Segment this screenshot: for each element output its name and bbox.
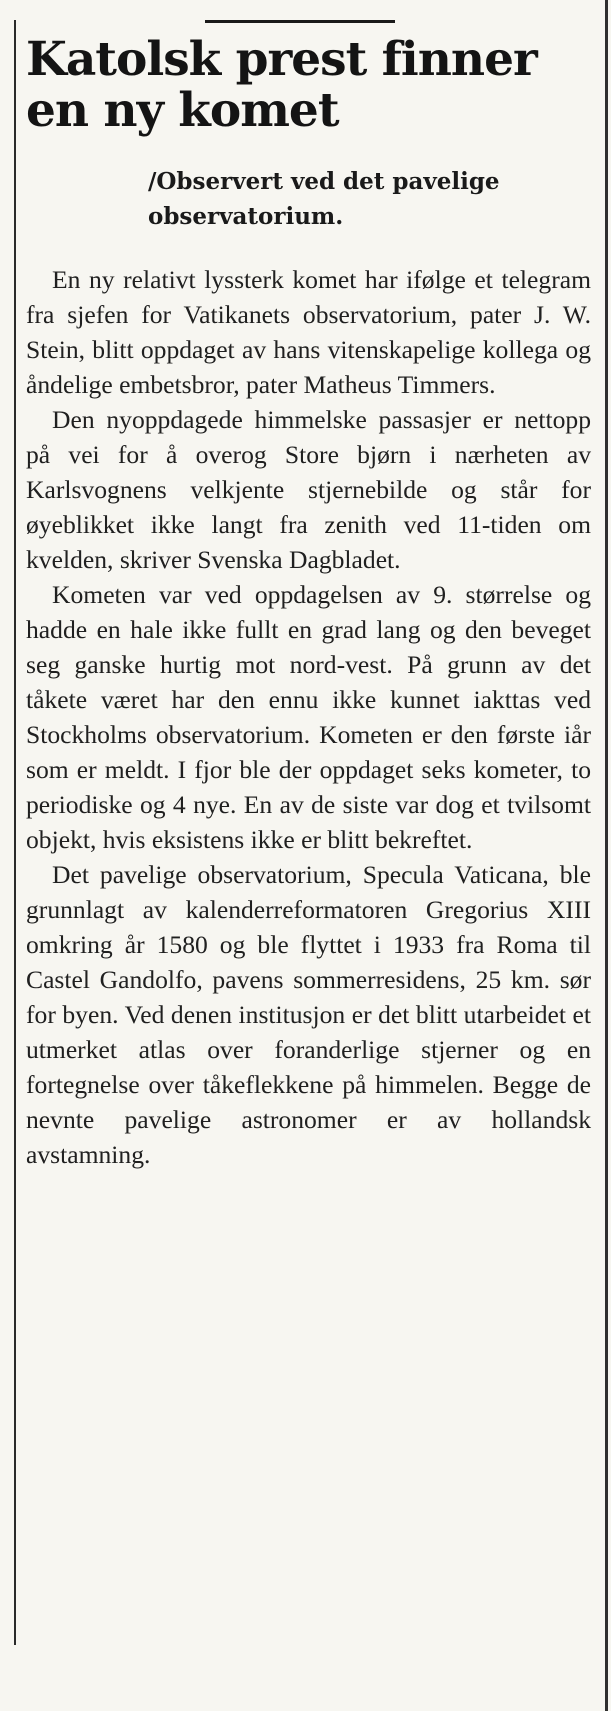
column-rule-right — [605, 0, 608, 1711]
article-paragraph: Det pavelige observatorium, Specula Vaticana, ble grunnlagt av kalenderreformatoren Gregorius XIII omkring år 1580 og ble flyttet i 1933 fra Roma til Castel Gandolfo, pavens sommerresidens, 25 km. sør for byen. Ved denen institusjon er det blitt utarbeidet et utmerket atlas over foranderlige stjerner og en fortegnelse over tåkeflekkene på himmelen. Begge de nevnte pavelige astronomer er av hollandsk avstamning. — [26, 860, 591, 1169]
article-paragraph: Kometen var ved oppdagelsen av 9. størrelse og hadde en hale ikke fullt en grad lang og den beveget seg ganske hurtig mot nord-vest. På grunn av det tåkete været har den ennu ikke kunnet iakttas ved Stockholms observatorium. Kometen er den første iår som er meldt. I fjor ble der oppdaget seks kometer, to periodiske og 4 nye. En av de siste var dog et tvilsomt objekt, hvis eksistens ikke er blitt bekreftet. — [26, 580, 591, 854]
article-body — [26, 262, 591, 1172]
article-paragraph: Den nyoppdagede himmelske passasjer er nettopp på vei for å overog Store bjørn i nærheten av Karlsvognens velkjente stjernebilde og står for øyeblikket ikke langt fra zenith ved 11-tiden om kvelden, skriver Svenska Dagbladet. — [26, 405, 591, 574]
article-paragraph: En ny relativt lyssterk komet har ifølge et telegram fra sjefen for Vatikanets observatorium, pater J. W. Stein, blitt oppdaget av hans vitenskapelige kollega og åndelige embetsbror, pater Matheus Timmers. — [26, 265, 591, 399]
article-headline: Katolsk prest finner en ny komet — [26, 32, 537, 138]
column-rule-left — [14, 20, 16, 1645]
headline-top-rule — [205, 20, 395, 23]
article-subheadline: /Observert ved det pavelige observatorium. — [148, 168, 500, 230]
